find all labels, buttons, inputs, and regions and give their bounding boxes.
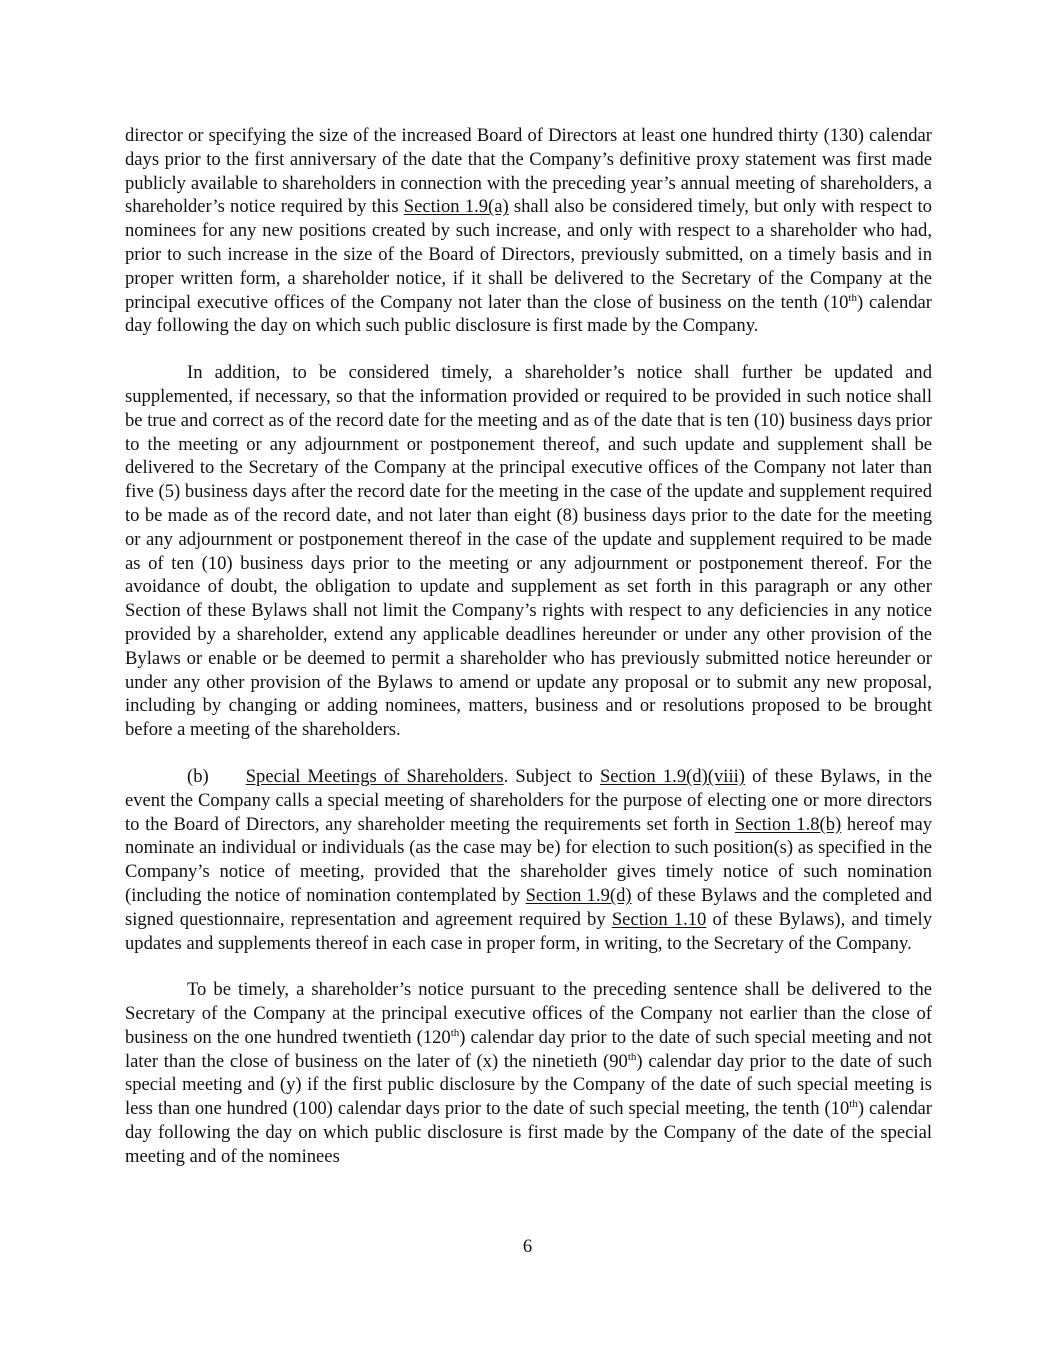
section-reference: Section 1.9(d)(viii) (599, 765, 745, 787)
section-reference: Section 1.10 (611, 908, 707, 930)
ordinal-suffix: th (627, 1050, 637, 1063)
text-run: of these Bylaws, in the event the Company calls a special meeting of shareholders for the purpose of electing one or more directors to the Board of Directors, any shareholder meeting the requirements set forth in (125, 765, 933, 835)
text-run: of these Bylaws and the completed and signed questionnaire, representation and agreement required by (125, 884, 932, 930)
text-run: shall also be considered timely, but only with respect to nominees for any new positions created by such increase, and only with respect to a shareholder who had, prior to such increase in the size of the Board of Directors, previously submitted, on a timely basis and in proper written form, a shareholder notice, if it shall be delivered to the Secretary of the Company at the principal executive offices of the Company not later than the close of business on the tenth (10 (125, 196, 932, 313)
text-run: ) calendar day prior to the date of such special meeting and (y) if the first public disclosure by the Company of the date of such special meeting is less than one hundred (100) calendar days prior to the date of such special meeting, the tenth (10 (125, 1050, 932, 1120)
subsection-label: (b) (187, 765, 209, 787)
ordinal-suffix: th (849, 1098, 858, 1111)
section-reference: Section 1.9(a) (403, 196, 509, 218)
section-reference: Section 1.8(b) (734, 813, 842, 835)
text-run: hereof may nominate an individual or individuals (as the case may be) for election to such position(s) as specified in the Company’s notice of meeting, provided that the shareholder gives timely notice of such nomination (including the notice of nomination contemplated by (125, 813, 932, 906)
text-run: ) calendar day following the day on which public disclosure is first made by the Company of the date of the special meeting and of the nominees (125, 1098, 932, 1167)
document-page (125, 124, 932, 1192)
ordinal-suffix: th (848, 291, 857, 304)
page-number: 6 (522, 1236, 533, 1257)
text-run: ) calendar day prior to the date of such special meeting and not later than the close of business on the later of (x) the ninetieth (90 (125, 1026, 932, 1072)
text-run: . Subject to (503, 765, 600, 787)
text-run: of these Bylaws), and timely updates and supplements thereof in each case in proper form, in writing, to the Secretary of the Company. (125, 908, 932, 954)
paragraph-timeliness (125, 978, 932, 1168)
text-run: ) calendar day following the day on which such public disclosure is first made by the Company. (125, 291, 932, 337)
text-run: To be timely, a shareholder’s notice pursuant to the preceding sentence shall be delivered to the Secretary of the Company at the principal executive offices of the Company not earlier than the close of business on the one hundred twentieth (120 (125, 979, 932, 1048)
subsection-heading: Special Meetings of Shareholders (245, 765, 504, 787)
paragraph-special-meetings (125, 765, 932, 955)
text-run: director or specifying the size of the increased Board of Directors at least one hundred thirty (130) calendar days prior to the first anniversary of the date that the Company’s definitive proxy statement was first made publicly available to shareholders in connection with the preceding year’s annual meeting of shareholders, a shareholder’s notice required by this (125, 125, 932, 218)
paragraph-updates-supplements (125, 361, 932, 742)
text-run: In addition, to be considered timely, a shareholder’s notice shall further be updated and supplemented, if necessary, so that the information provided or required to be provided in such notice shall be true and correct as of the record date for the meeting and as of the date that is ten (10) business days prior to the meeting or any adjournment or postponement thereof, and such update and supplement shall be delivered to the Secretary of the Company at the principal executive offices of the Company not later than five (5) business days after the record date for the meeting in the case of the update and supplement required to be made as of the record date, and not later than eight (8) business days prior to the date for the meeting or any adjournment or postponement thereof in the case of the update and supplement required to be made as of ten (10) business days prior to the meeting or any adjournment or postponement thereof. For the avoidance of doubt, the obligation to update and supplement as set forth in this paragraph or any other Section of these Bylaws shall not limit the Company’s rights with respect to any deficiencies in any notice provided by a shareholder, extend any applicable deadlines hereunder or under any other provision of the Bylaws or enable or be deemed to permit a shareholder who has previously submitted notice hereunder or under any other provision of the Bylaws to amend or update any proposal or to submit any new proposal, including by changing or adding nominees, matters, business and or resolutions proposed to be brought before a meeting of the shareholders. (125, 362, 932, 741)
section-reference: Section 1.9(d) (525, 884, 632, 906)
paragraph-continuation (125, 124, 932, 338)
ordinal-suffix: th (450, 1026, 460, 1039)
